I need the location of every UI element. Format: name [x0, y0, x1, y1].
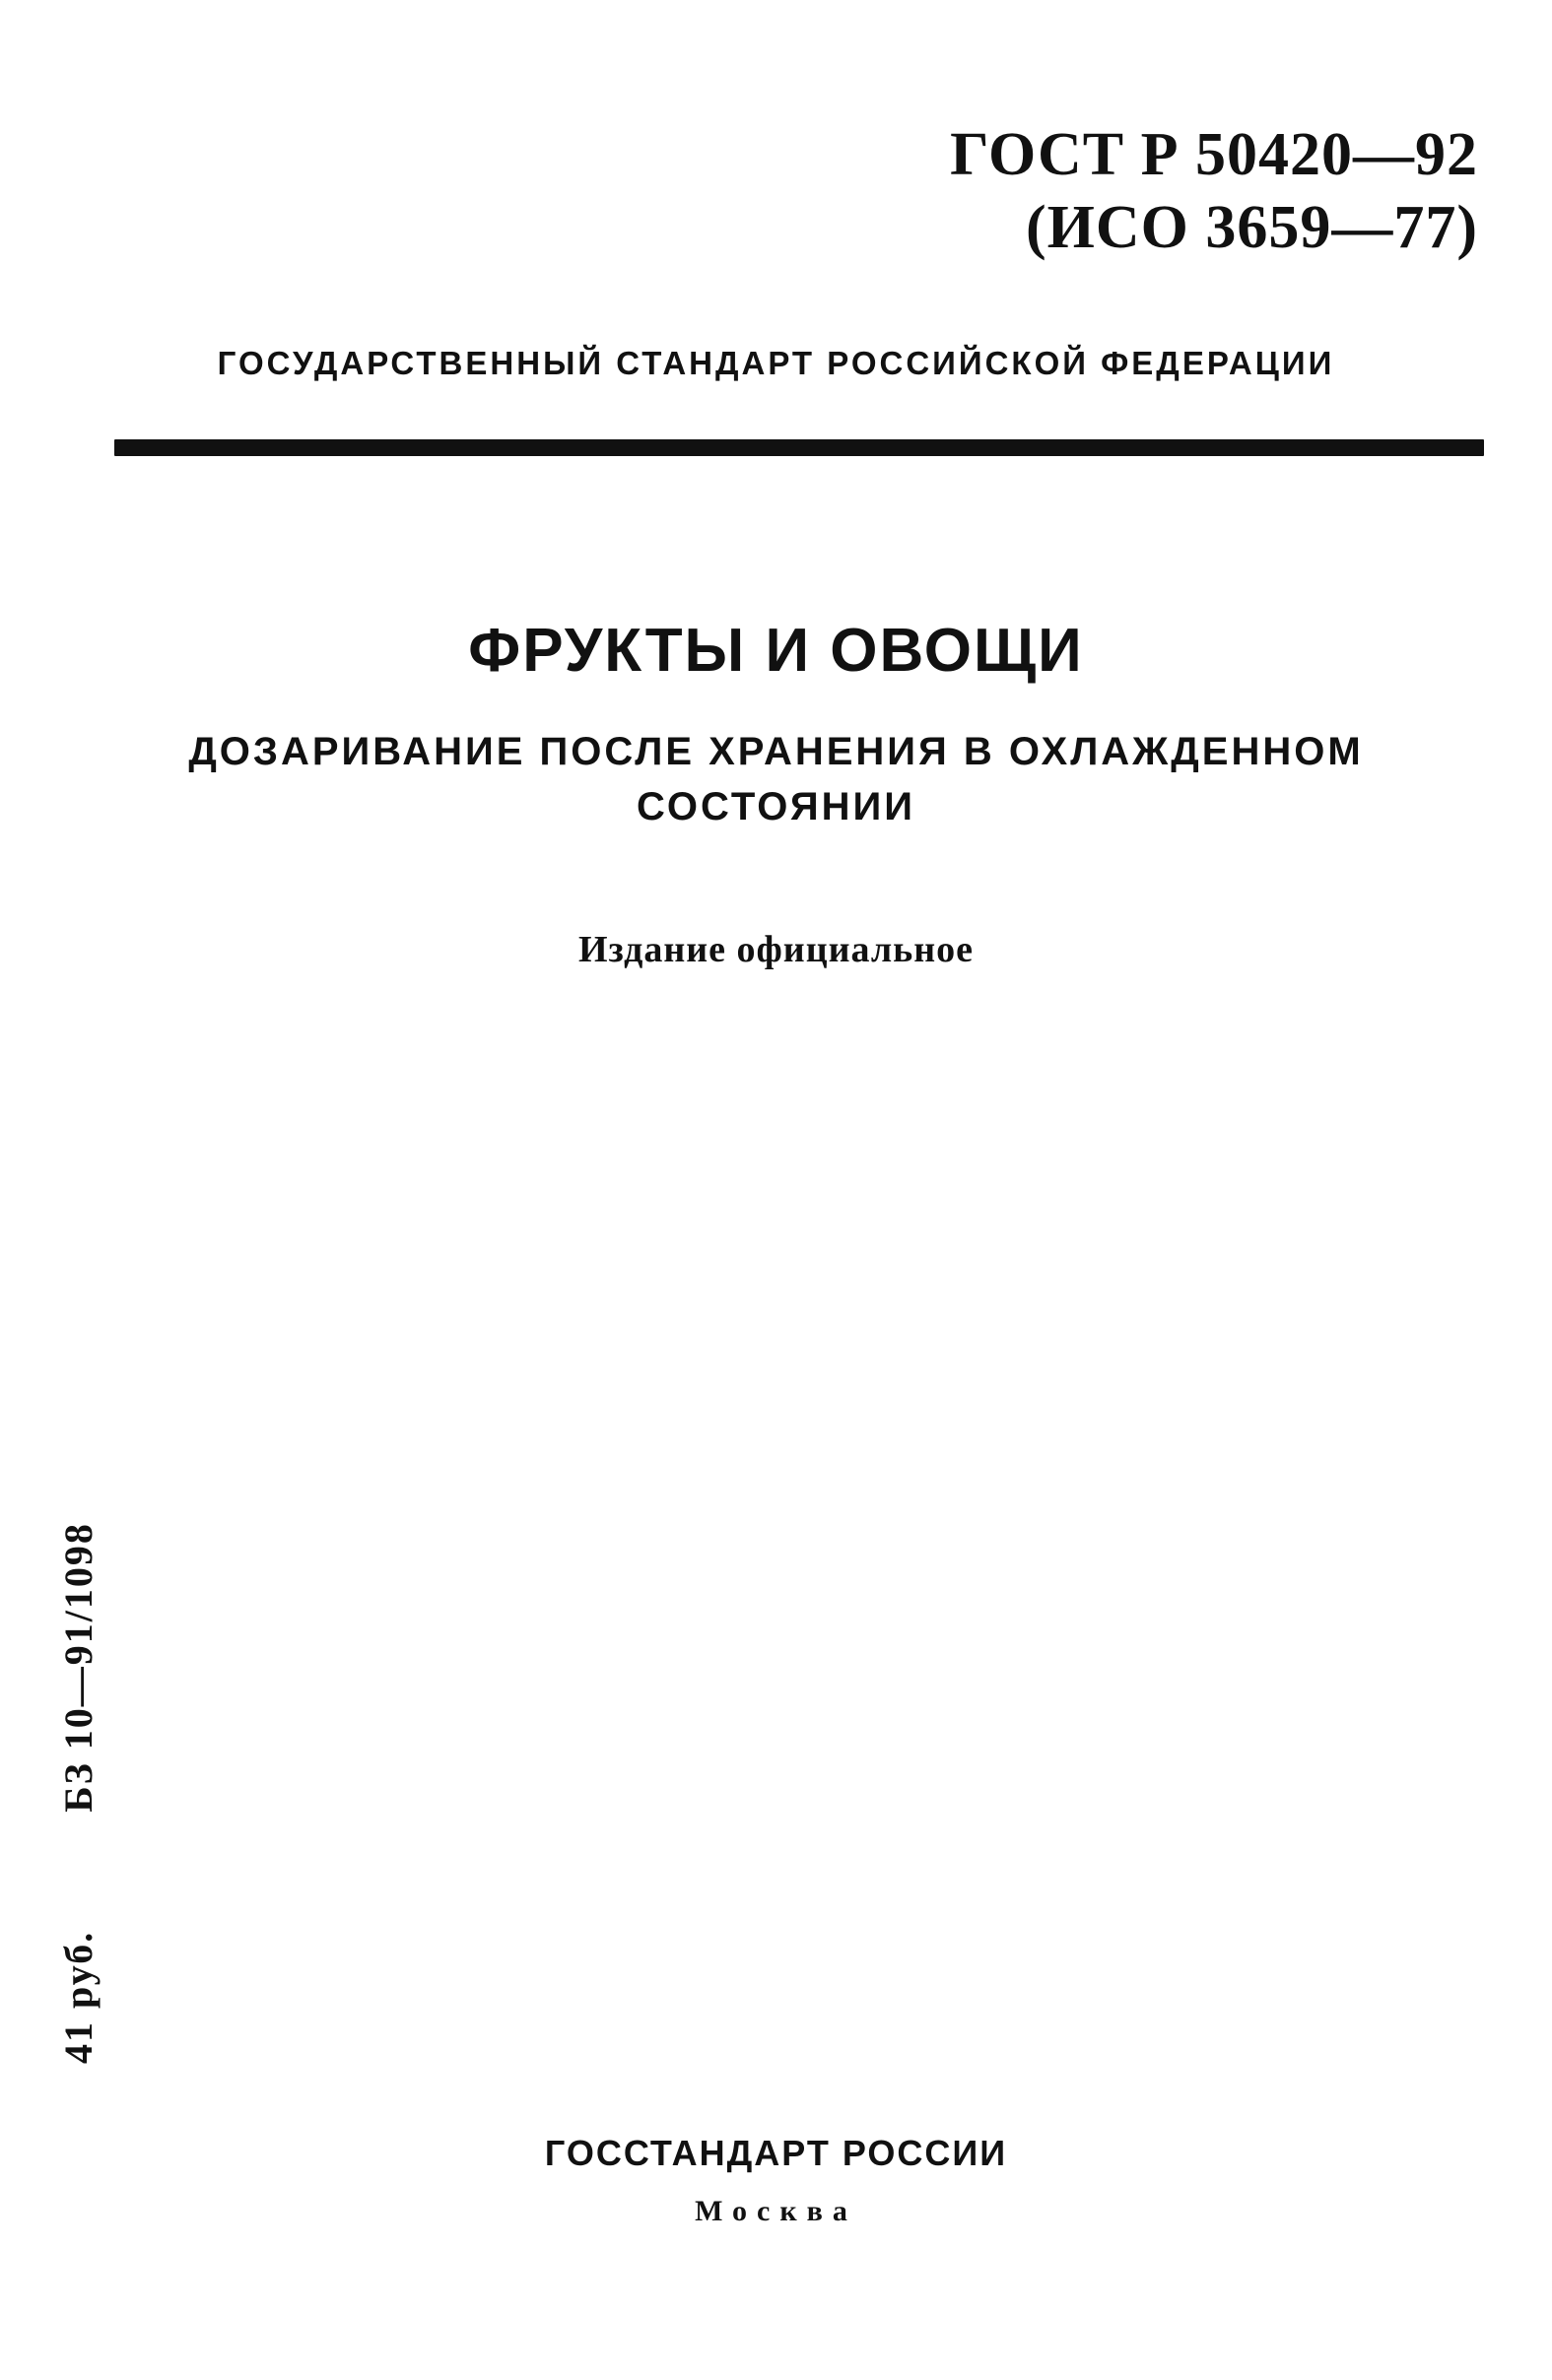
edition-label: Издание официальное	[577, 929, 974, 970]
publisher-name: ГОССТАНДАРТ РОССИИ	[544, 2133, 1008, 2173]
header-divider	[114, 439, 1484, 456]
document-number-block	[950, 118, 1478, 264]
iso-number: (ИСО 3659—77)	[1025, 194, 1478, 261]
organization-line: ГОСУДАРСТВЕННЫЙ СТАНДАРТ РОССИЙСКОЙ ФЕДЕРАЦИИ	[217, 345, 1335, 381]
side-margin-text	[54, 1522, 103, 2064]
page-title: ФРУКТЫ И ОВОЩИ	[468, 617, 1084, 685]
subtitle-line-2: СОСТОЯНИИ	[636, 785, 916, 828]
subtitle-line-1: ДОЗАРИВАНИЕ ПОСЛЕ ХРАНЕНИЯ В ОХЛАЖДЕННОМ	[188, 730, 1364, 773]
catalog-number: БЗ 10—91/1098	[56, 1522, 101, 1813]
price-label: 41 руб.	[56, 1930, 101, 2064]
gost-number: ГОСТ Р 50420—92	[950, 121, 1478, 188]
page-subtitle	[0, 724, 1552, 834]
publisher-city: Москва	[695, 2195, 857, 2227]
